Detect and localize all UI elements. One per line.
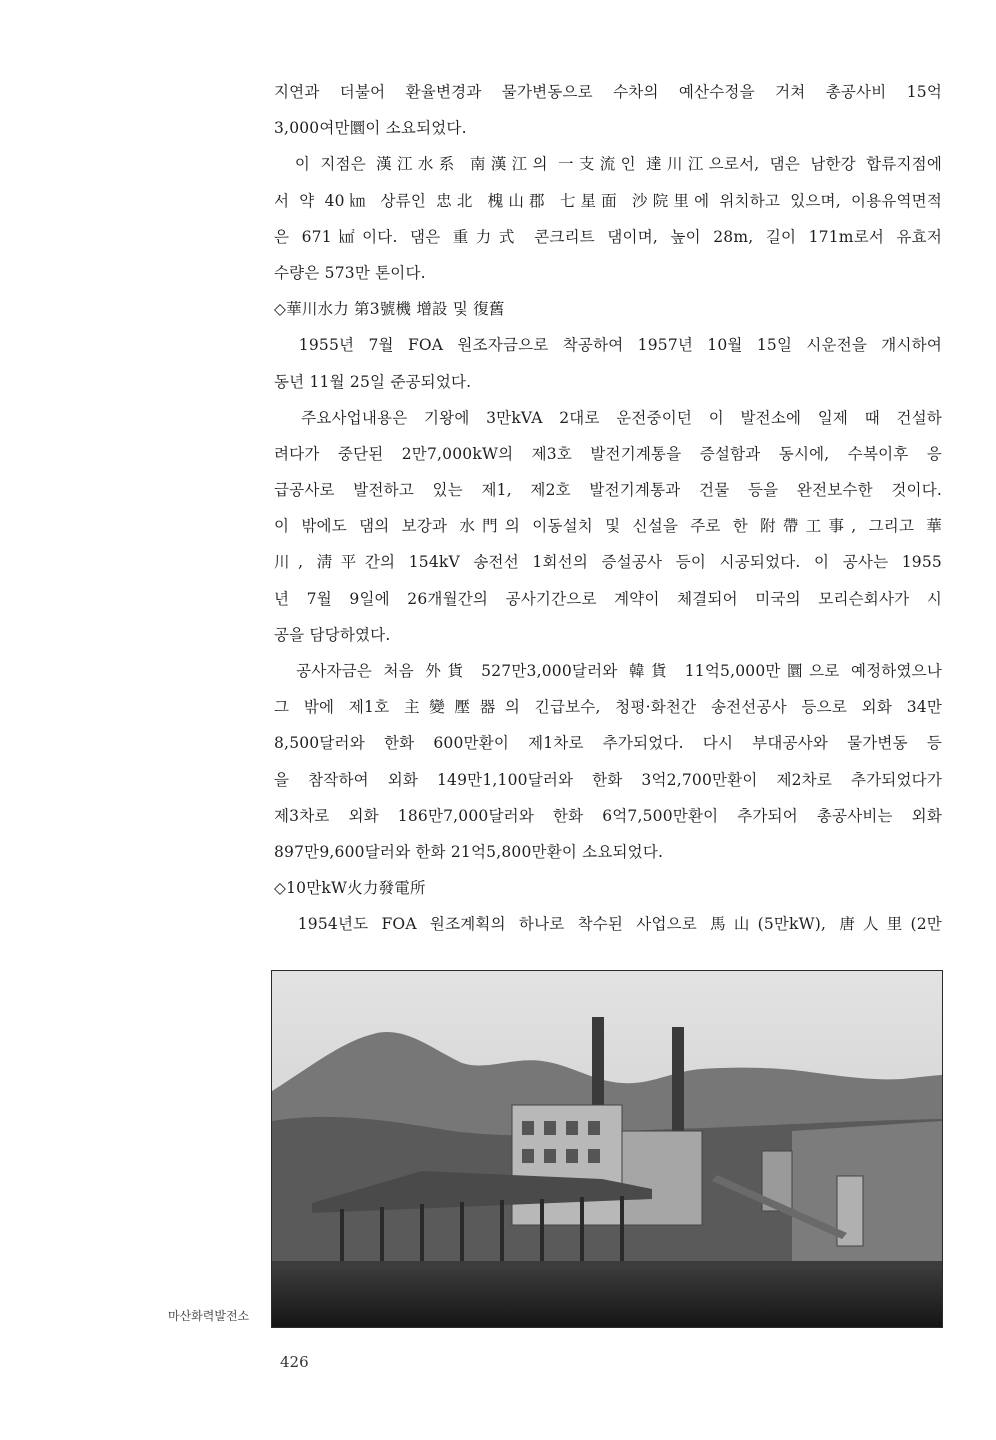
body-line: 은 671㎢이다. 댐은 重力式 콘크리트 댐이며, 높이 28m, 길이 171m로서 유효저 [274, 227, 942, 246]
body-line: 897만9,600달러와 한화 21억5,800만환이 소요되었다. [274, 842, 664, 861]
body-line: 이 밖에도 댐의 보강과 水門의 이동설치 및 신설을 주로 한 附帶工事, 그리고 華 [274, 517, 942, 536]
body-line: 3,000여만圜이 소요되었다. [274, 119, 467, 138]
body-line: 공사자금은 처음 外貨 527만3,000달러와 韓貨 11억5,000만圜으로 예정하였으나 [274, 662, 942, 680]
body-line: 주요사업내용은 기왕에 3만kVA 2대로 운전중이던 이 발전소에 일제 때 건설하 [274, 408, 942, 427]
photo-caption: 마산화력발전소 [168, 1309, 250, 1323]
town-area [792, 1121, 942, 1261]
page-number: 426 [280, 1353, 309, 1371]
body-line: 8,500달러와 한화 600만환이 제1차로 추가되었다. 다시 부대공사와 물가변동 등 [274, 734, 942, 753]
body-line: 급공사로 발전하고 있는 제1, 제2호 발전기계통과 건물 등을 완전보수한 것이다. [274, 481, 942, 500]
body-line: 년 7월 9일에 26개월간의 공사기간으로 계약이 체결되어 미국의 모리슨회사가 시 [274, 589, 942, 608]
body-text [274, 74, 942, 943]
body-line: 지연과 더불어 환율변경과 물가변동으로 수차의 예산수정을 거쳐 총공사비 15억 [274, 83, 942, 101]
body-line: 1954년도 FOA 원조계획의 하나로 착수된 사업으로 馬山(5만kW), 唐人里(2만 [274, 915, 942, 934]
section-heading: ◇華川水力 第3號機 增設 및 復舊 [274, 300, 505, 319]
body-line: 이 지점은 漢江水系 南漢江의 一支流인 達川江으로서, 댐은 남한강 합류지점에 [274, 155, 942, 174]
body-line: 제3차로 외화 186만7,000달러와 한화 6억7,500만환이 추가되어 총공사비는 외화 [274, 806, 942, 825]
body-line: 川, 淸平간의 154kV 송전선 1회선의 증설공사 등이 시공되었다. 이 공사는 1955 [274, 553, 942, 572]
body-line: 1955년 7월 FOA 원조자금으로 착공하여 1957년 10월 15일 시운전을 개시하여 [274, 336, 942, 355]
body-line: 공을 담당하였다. [274, 625, 391, 644]
section-heading: ◇10만kW火力發電所 [274, 879, 426, 898]
power-plant-illustration [272, 971, 942, 1327]
body-line: 려다가 중단된 2만7,000kW의 제3호 발전기계통을 증설함과 동시에, 수복이후 응 [274, 444, 942, 463]
quay-wall [272, 1261, 942, 1269]
body-line: 동년 11월 25일 준공되었다. [274, 372, 472, 391]
body-line: 그 밖에 제1호 主變壓器의 긴급보수, 청평·화천간 송전선공사 등으로 외화 34만 [274, 698, 942, 717]
harbor-water [272, 1269, 942, 1327]
body-line: 수량은 573만 톤이다. [274, 263, 426, 282]
power-plant-photo [271, 970, 943, 1328]
annex-building [622, 1131, 702, 1225]
body-line: 서 약 40㎞ 상류인 忠北 槐山郡 七星面 沙院里에 위치하고 있으며, 이용유역면적 [274, 191, 942, 210]
body-line: 을 참작하여 외화 149만1,100달러와 한화 3억2,700만환이 제2차로 추가되었다가 [274, 770, 942, 789]
